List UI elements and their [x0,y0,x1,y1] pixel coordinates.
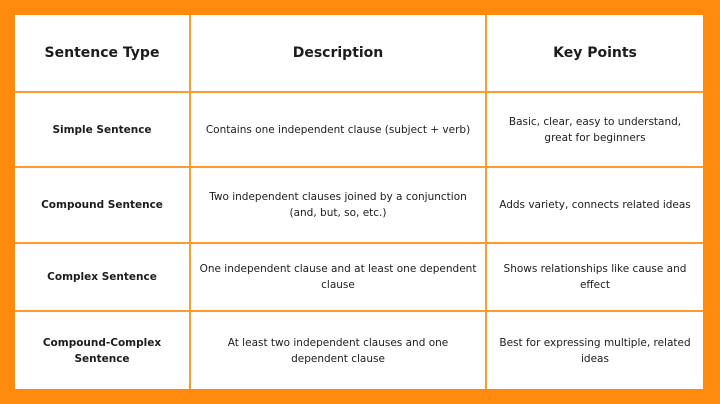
header-row [15,15,703,92]
description-cell: Two independent clauses joined by a conjunction (and, but, so, etc.) [190,167,486,243]
table-row [15,243,703,311]
key-points-cell: Basic, clear, easy to understand, great for beginners [486,92,703,167]
key-points-cell: Shows relationships like cause and effect [486,243,703,311]
header-description: Description [190,15,486,92]
table-row [15,311,703,389]
sentence-type-cell: Simple Sentence [15,92,190,167]
sentence-type-cell: Compound-Complex Sentence [15,311,190,389]
sentence-type-cell: Compound Sentence [15,167,190,243]
key-points-cell: Best for expressing multiple, related ideas [486,311,703,389]
table-row [15,92,703,167]
description-cell: Contains one independent clause (subject + verb) [190,92,486,167]
description-cell: One independent clause and at least one dependent clause [190,243,486,311]
sentence-type-cell: Complex Sentence [15,243,190,311]
table-row [15,167,703,243]
header-sentence-type: Sentence Type [15,15,190,92]
key-points-cell: Adds variety, connects related ideas [486,167,703,243]
description-cell: At least two independent clauses and one dependent clause [190,311,486,389]
sentence-types-table [15,15,703,389]
header-key-points: Key Points [486,15,703,92]
table-frame [15,15,703,389]
